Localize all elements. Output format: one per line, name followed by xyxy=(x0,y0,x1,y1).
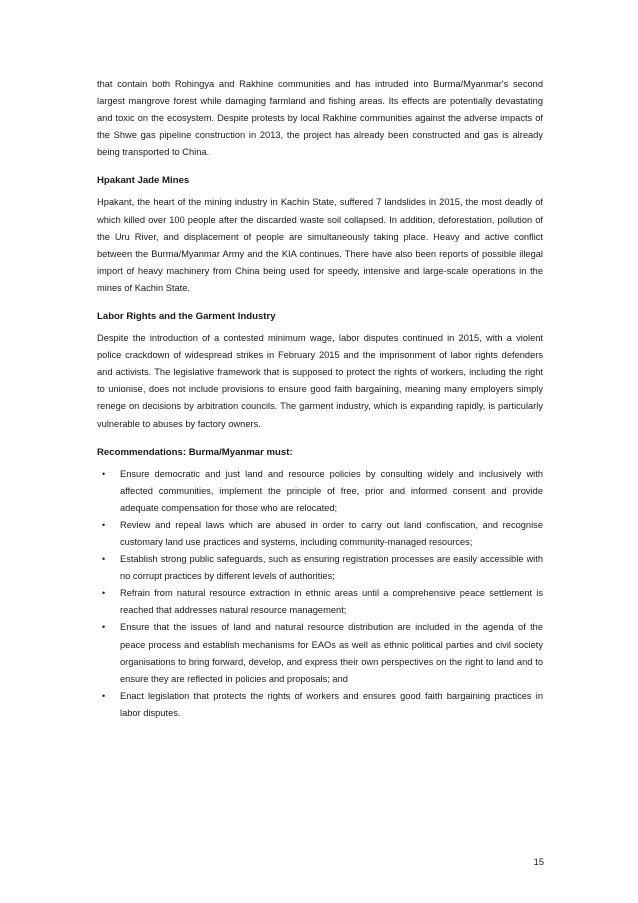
recommendation-item xyxy=(97,517,543,551)
recommendation-item xyxy=(97,551,543,585)
bullet-icon: • xyxy=(102,519,106,530)
recommendation-text: Review and repeal laws which are abused in order to carry out land confiscation, and recognise customary land use practices and systems, including community-managed resources; xyxy=(120,519,543,547)
recommendation-item xyxy=(97,585,543,619)
recommendation-item xyxy=(97,619,543,687)
recommendations-list xyxy=(97,466,543,722)
section-heading-labor-rights: Labor Rights and the Garment Industry xyxy=(97,311,276,323)
bullet-icon: • xyxy=(102,554,106,565)
recommendation-text: Establish strong public safeguards, such as ensuring registration processes are easily accessible with no corrupt practices by different levels of authorities; xyxy=(120,554,543,582)
section-body-labor-rights: Despite the introduction of a contested minimum wage, labor disputes continued in 2015, with a violent police crackdown of widespread strikes in February 2015 and the imprisonment of labor rights defenders and activists. The legislative framework that is supposed to protect the rights of workers, including the right to unionise, does not include provisions to ensure good faith bargaining, meaning many employers simply renege on decisions by arbitration councils. The garment industry, which is expanding rapidly, is particularly vulnerable to abuses by factory owners. xyxy=(97,333,543,429)
recommendation-text: Refrain from natural resource extraction in ethnic areas until a comprehensive peace settlement is reached that addresses natural resource management; xyxy=(120,588,543,616)
recommendation-item xyxy=(97,466,543,517)
recommendation-item xyxy=(97,688,543,722)
bullet-icon: • xyxy=(102,622,106,633)
recommendation-text: Enact legislation that protects the rights of workers and ensures good faith bargaining practices in labor disputes. xyxy=(120,690,543,718)
section-body-hpakant: Hpakant, the heart of the mining industry in Kachin State, suffered 7 landslides in 2015, the most deadly of which killed over 100 people after the discarded waste soil collapsed. In addition, deforestation, pollution of the Uru River, and displacement of people are simultaneously taking place. Heavy and active conflict between the Burma/Myanmar Army and the KIA continues. There have also been reports of possible illegal import of heavy machinery from China being used for speedy, intensive and large-scale operations in the mines of Kachin State. xyxy=(97,197,543,293)
section-heading-hpakant: Hpakant Jade Mines xyxy=(97,175,190,187)
recommendation-text: Ensure that the issues of land and natural resource distribution are included in the agenda of the peace process and establish mechanisms for EAOs as well as ethnic political parties and civil society organisations to bring forward, develop, and express their own perspectives on the right to land and to ensure they are reflected in policies and proposals; and xyxy=(120,622,543,684)
page-content xyxy=(97,76,543,722)
bullet-icon: • xyxy=(102,690,106,701)
page-number: 15 xyxy=(533,857,544,867)
bullet-icon: • xyxy=(102,588,106,599)
recommendation-text: Ensure democratic and just land and resource policies by consulting widely and inclusively with affected communities, implement the principle of free, prior and informed consent and provide adequate compensation for those who are relocated; xyxy=(120,468,543,513)
intro-paragraph: that contain both Rohingya and Rakhine communities and has intruded into Burma/Myanmar's second largest mangrove forest while damaging farmland and fishing areas. Its effects are potentially devastating and toxic on the ecosystem. Despite protests by local Rakhine communities against the adverse impacts of the Shwe gas pipeline construction in 2013, the project has already been constructed and gas is already being transported to China. xyxy=(97,79,543,158)
recommendations-heading: Recommendations: Burma/Myanmar must: xyxy=(97,446,293,458)
bullet-icon: • xyxy=(102,468,106,479)
